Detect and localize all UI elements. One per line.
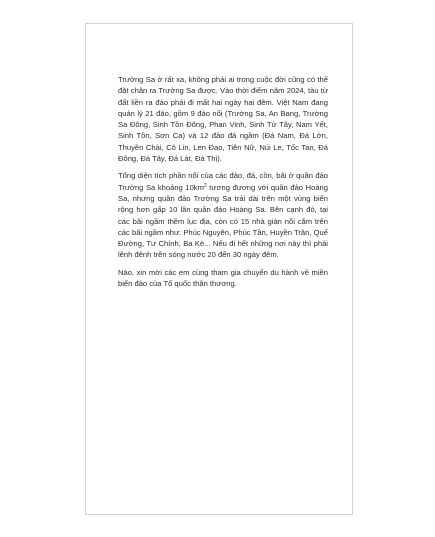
paragraph-2 <box>118 170 328 260</box>
superscript-2: 2 <box>203 182 207 189</box>
paragraph-2-rest: tương đương với quần đảo Hoàng Sa, nhưng quần đảo Trường Sa trải dài trên một vùng biển rộng hơn gấp 10 lần quần đảo Hoàng Sa. Bên cạnh đó, tại các bãi ngầm thềm lục địa, còn có 15 nhà giàn nổi cắm trên các bãi ngầm như: Phúc Nguyên, Phúc Tần, Huyền Trân, Quế Đường, Tư Chính, Ba Kè... Nếu đi hết những nơi này thì phải lênh đênh trên sóng nước 20 đến 30 ngày đêm. <box>118 182 328 260</box>
book-page <box>85 23 353 515</box>
paragraph-1: Trường Sa ở rất xa, không phải ai trong cuộc đời cũng có thể đặt chân ra Trường Sa được. Vào thời điểm năm 2024, tàu từ đất liền ra đảo phải đi mất hai ngày hai đêm. Việt Nam đang quản lý 21 đảo, gồm 9 đảo nổi (Trường Sa, An Bang, Trường Sa Đông, Sinh Tồn Đông, Phan Vinh, Sinh Tử Tây, Nam Yết, Sinh Tồn, Sơn Ca) và 12 đảo đá ngầm (Đá Nam, Đá Lớn, Thuyền Chài, Cô Lin, Len Đao, Tiên Nữ, Núi Le, Tốc Tan, Đá Đông, Đá Tây, Đá Lát, Đá Thị). <box>118 75 328 164</box>
paragraph-2-start: Tổng diện tích phần nổi của các đảo, đá, cồn, bãi ở quần đảo Trường Sa khoảng 10km <box>118 171 328 192</box>
paragraph-3: Nào, xin mời các em cùng tham gia chuyến du hành về miền biển đảo của Tổ quốc thân thương. <box>118 267 328 289</box>
body-text <box>118 74 328 295</box>
